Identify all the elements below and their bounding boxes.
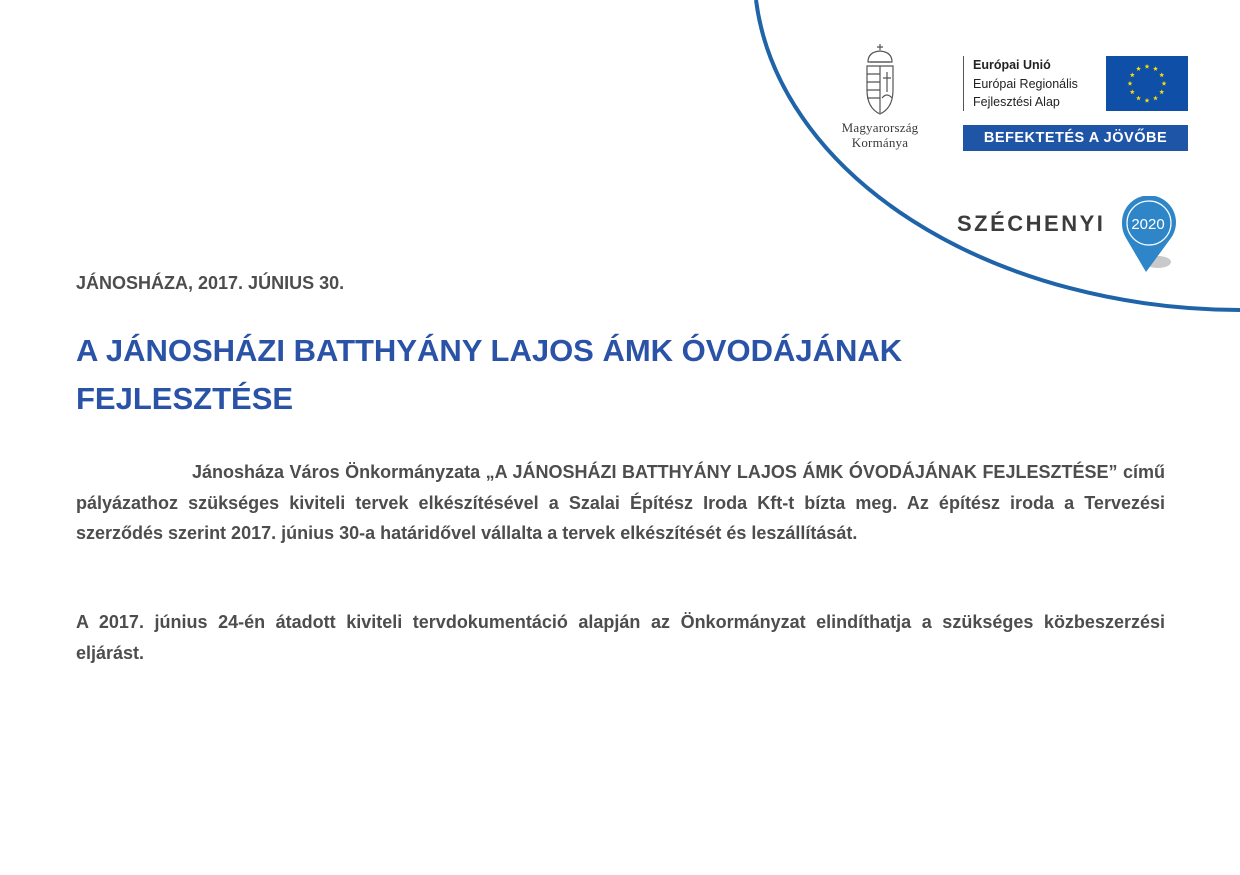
paragraph-2: A 2017. június 24-én átadott kiviteli tervdokumentáció alapján az Önkormányzat elindíthatja a szükséges közbeszerzési eljárást. xyxy=(76,612,1165,663)
eu-label-line-3: Fejlesztési Alap xyxy=(973,95,1060,109)
government-line-1: Magyarország xyxy=(841,120,919,135)
government-logo-text xyxy=(834,120,926,150)
paragraph-1: Jánosháza Város Önkormányzata „A JÁNOSHÁZI BATTHYÁNY LAJOS ÁMK ÓVODÁJÁNAK FEJLESZTÉSE” című pályázathoz szükséges kiviteli tervek elkészítésével a Szalai Építész Iroda Kft-t bízta meg. Az építész iroda a Tervezési szerződés szerint 2017. június 30-a határidővel vállalta a tervek elkészítését és leszállítását. xyxy=(76,462,1165,543)
date-line: JÁNOSHÁZA, 2017. JÚNIUS 30. xyxy=(76,273,345,293)
map-pin-icon xyxy=(1118,196,1180,276)
document-title: A JÁNOSHÁZI BATTHYÁNY LAJOS ÁMK ÓVODÁJÁNAK FEJLESZTÉSE xyxy=(76,333,903,416)
government-logo xyxy=(834,42,926,150)
invest-in-future-banner: BEFEKTETÉS A JÖVŐBE xyxy=(963,125,1188,151)
government-line-2: Kormánya xyxy=(851,135,909,150)
szechenyi-logo-text: SZÉCHENYI xyxy=(957,211,1106,236)
eu-label-line-2: Európai Regionális xyxy=(973,76,1078,91)
eu-flag-icon xyxy=(1106,56,1188,111)
eu-label-line-1: Európai Unió xyxy=(973,58,1051,72)
program-year: 2020 xyxy=(1131,216,1165,233)
hungarian-coat-of-arms-icon xyxy=(862,42,898,116)
eu-fund-label xyxy=(963,56,1078,111)
